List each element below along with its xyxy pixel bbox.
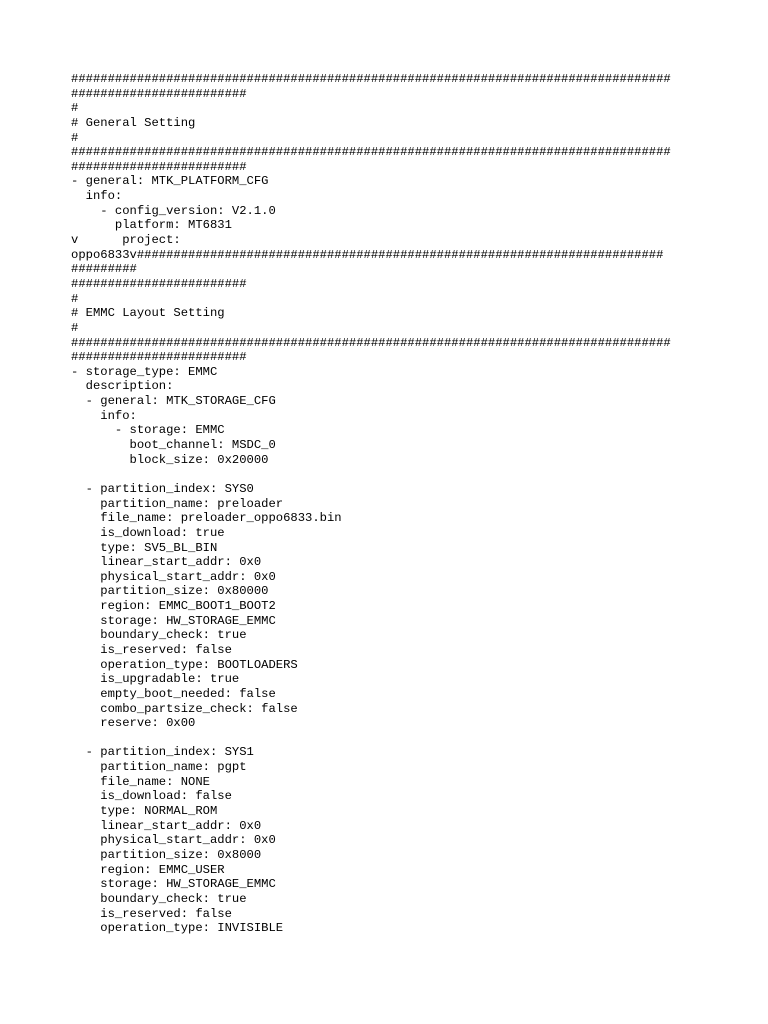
- text-line: info:: [71, 189, 123, 204]
- text-line: operation_type: INVISIBLE: [71, 921, 284, 936]
- text-line: v project:: [71, 233, 181, 248]
- text-line: operation_type: BOOTLOADERS: [71, 657, 298, 672]
- text-line: platform: MT6831: [71, 218, 232, 233]
- text-line: empty_boot_needed: false: [71, 686, 276, 701]
- text-line: block_size: 0x20000: [71, 452, 269, 467]
- text-line: boundary_check: true: [71, 891, 247, 906]
- text-line: ##################################################################################: [71, 335, 671, 350]
- text-line: - partition_index: SYS1: [71, 745, 254, 760]
- text-line: #########: [71, 262, 137, 277]
- blank-line: [71, 731, 711, 746]
- section-heading: # EMMC Layout Setting: [71, 306, 225, 321]
- text-line: partition_name: pgpt: [71, 760, 247, 775]
- text-line: linear_start_addr: 0x0: [71, 818, 262, 833]
- text-line: physical_start_addr: 0x0: [71, 569, 276, 584]
- text-line: - general: MTK_STORAGE_CFG: [71, 394, 276, 409]
- text-line: - general: MTK_PLATFORM_CFG: [71, 174, 269, 189]
- text-line: type: NORMAL_ROM: [71, 804, 218, 819]
- text-line: is_upgradable: true: [71, 672, 240, 687]
- text-line: #: [71, 101, 79, 116]
- document-page: [71, 72, 711, 936]
- text-line: storage: HW_STORAGE_EMMC: [71, 877, 276, 892]
- text-line: partition_size: 0x80000: [71, 584, 269, 599]
- text-line: boundary_check: true: [71, 628, 247, 643]
- text-line: physical_start_addr: 0x0: [71, 833, 276, 848]
- text-line: reserve: 0x00: [71, 716, 196, 731]
- blank-line: [71, 467, 711, 482]
- text-line: is_reserved: false: [71, 906, 232, 921]
- text-line: region: EMMC_BOOT1_BOOT2: [71, 599, 276, 614]
- text-line: is_download: false: [71, 789, 232, 804]
- text-line: description:: [71, 379, 174, 394]
- text-line: oppo6833v########################################################################: [71, 247, 664, 262]
- text-line: ########################: [71, 350, 247, 365]
- text-line: linear_start_addr: 0x0: [71, 555, 262, 570]
- text-line: #: [71, 320, 79, 335]
- text-line: partition_size: 0x8000: [71, 847, 262, 862]
- text-line: file_name: NONE: [71, 774, 210, 789]
- text-line: is_download: true: [71, 525, 225, 540]
- text-line: is_reserved: false: [71, 642, 232, 657]
- text-line: partition_name: preloader: [71, 496, 284, 511]
- text-line: - partition_index: SYS0: [71, 481, 254, 496]
- text-line: type: SV5_BL_BIN: [71, 540, 218, 555]
- text-line: #: [71, 130, 79, 145]
- text-line: ##################################################################################: [71, 145, 671, 160]
- text-line: region: EMMC_USER: [71, 862, 225, 877]
- text-line: info:: [71, 408, 137, 423]
- text-line: file_name: preloader_oppo6833.bin: [71, 511, 342, 526]
- text-line: - config_version: V2.1.0: [71, 203, 276, 218]
- text-line: - storage: EMMC: [71, 423, 225, 438]
- text-line: combo_partsize_check: false: [71, 701, 298, 716]
- section-heading: # General Setting: [71, 115, 196, 130]
- text-line: boot_channel: MSDC_0: [71, 438, 276, 453]
- text-line: ########################: [71, 86, 247, 101]
- text-line: ##################################################################################: [71, 72, 671, 86]
- text-line: #: [71, 291, 79, 306]
- text-line: storage: HW_STORAGE_EMMC: [71, 613, 276, 628]
- text-line: ########################: [71, 276, 247, 291]
- text-line: - storage_type: EMMC: [71, 364, 218, 379]
- text-line: ########################: [71, 159, 247, 174]
